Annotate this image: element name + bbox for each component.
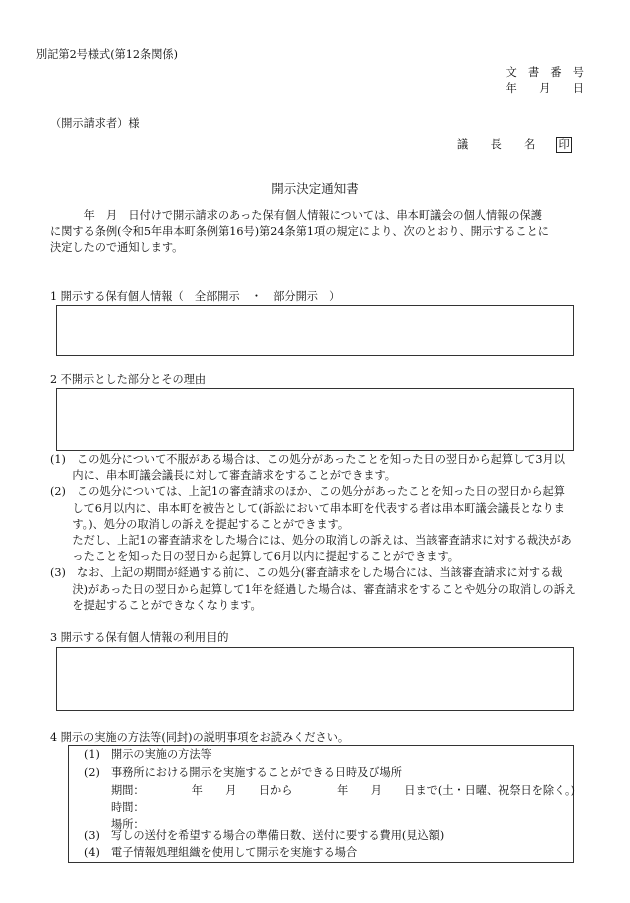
implementation-item-3: (3) 写しの送付を希望する場合の準備日数、送付に要する費用(見込額): [84, 829, 445, 842]
period-row: [111, 784, 575, 797]
recipient-line: （開示請求者）様: [50, 117, 140, 130]
period-label: 期間：: [111, 784, 145, 797]
note-line: して6月以内に、串本町を被告として(訴訟において串本町を代表する者は串本町議会議長となりま: [50, 501, 565, 515]
section-3-box: [56, 647, 574, 711]
note-line: 決)があった日の翌日から起算して1年を経過した場合は、審査請求をすることや処分の取消しの訴え: [50, 582, 576, 596]
remedy-notes: [50, 452, 576, 614]
place-label: 場所：: [111, 818, 145, 831]
intro-paragraph: [50, 208, 549, 257]
note-line: ったことを知った日の翌日から起算して6月以内に提起することができます。: [50, 550, 459, 564]
implementation-item-4: (4) 電子情報処理組織を使用して開示を実施する場合: [84, 846, 358, 859]
section-3-heading: 3 開示する保有個人情報の利用目的: [50, 631, 229, 644]
chairman-name: 議 長 名: [457, 138, 536, 151]
intro-line: 決定したので通知します。: [50, 241, 184, 255]
period-value: 年 月 日から 年 月 日まで(土・日曜、祝祭日を除く。): [191, 784, 575, 797]
note-line: (2) この処分については、上記1の審査請求のほか、この処分があったことを知った日の翌日から起算: [50, 485, 565, 499]
intro-line: に関する条例(令和5年串本町条例第16号)第24条第1項の規定により、次のとおり、開示することに: [50, 225, 549, 239]
intro-line: 年 月 日付けで開示請求のあった保有個人情報については、串本町議会の個人情報の保護: [50, 209, 542, 222]
document-date: 年 月 日: [505, 82, 584, 95]
time-label: 時間：: [111, 801, 145, 814]
section-4-heading: 4 開示の実施の方法等(同封)の説明事項をお読みください。: [50, 731, 350, 744]
page-title: 開示決定通知書: [271, 181, 359, 196]
section-2-heading: 2 不開示とした部分とその理由: [50, 373, 207, 386]
section-2-box: [56, 388, 574, 451]
sender-line: [457, 137, 572, 153]
document-number: 文 書 番 号: [505, 66, 584, 79]
form-label: 別記第2号様式(第12条関係): [36, 48, 178, 61]
section-1-box: [56, 305, 574, 356]
note-line: す。)、処分の取消しの訴えを提起することができます。: [50, 517, 350, 531]
note-line: (3) なお、上記の期間が経過する前に、この処分(審査請求をした場合には、当該審査請求に対する裁: [50, 566, 563, 580]
note-line: を提起することができなくなります。: [50, 598, 262, 612]
section-1-heading: 1 開示する保有個人情報（ 全部開示 ・ 部分開示 ）: [50, 290, 341, 303]
note-line: (1) この処分について不服がある場合は、この処分があったことを知った日の翌日から起算して3月以: [50, 453, 565, 466]
seal-mark: 印: [558, 138, 570, 151]
note-line: ただし、上記1の審査請求をした場合には、処分の取消しの訴えは、当該審査請求に対する裁決があ: [50, 534, 572, 548]
implementation-item-2: (2) 事務所における開示を実施することができる日時及び場所: [84, 766, 402, 779]
note-line: 内に、串本町議会議長に対して審査請求をすることができます。: [50, 469, 396, 483]
implementation-item-1: (1) 開示の実施の方法等: [84, 748, 212, 761]
